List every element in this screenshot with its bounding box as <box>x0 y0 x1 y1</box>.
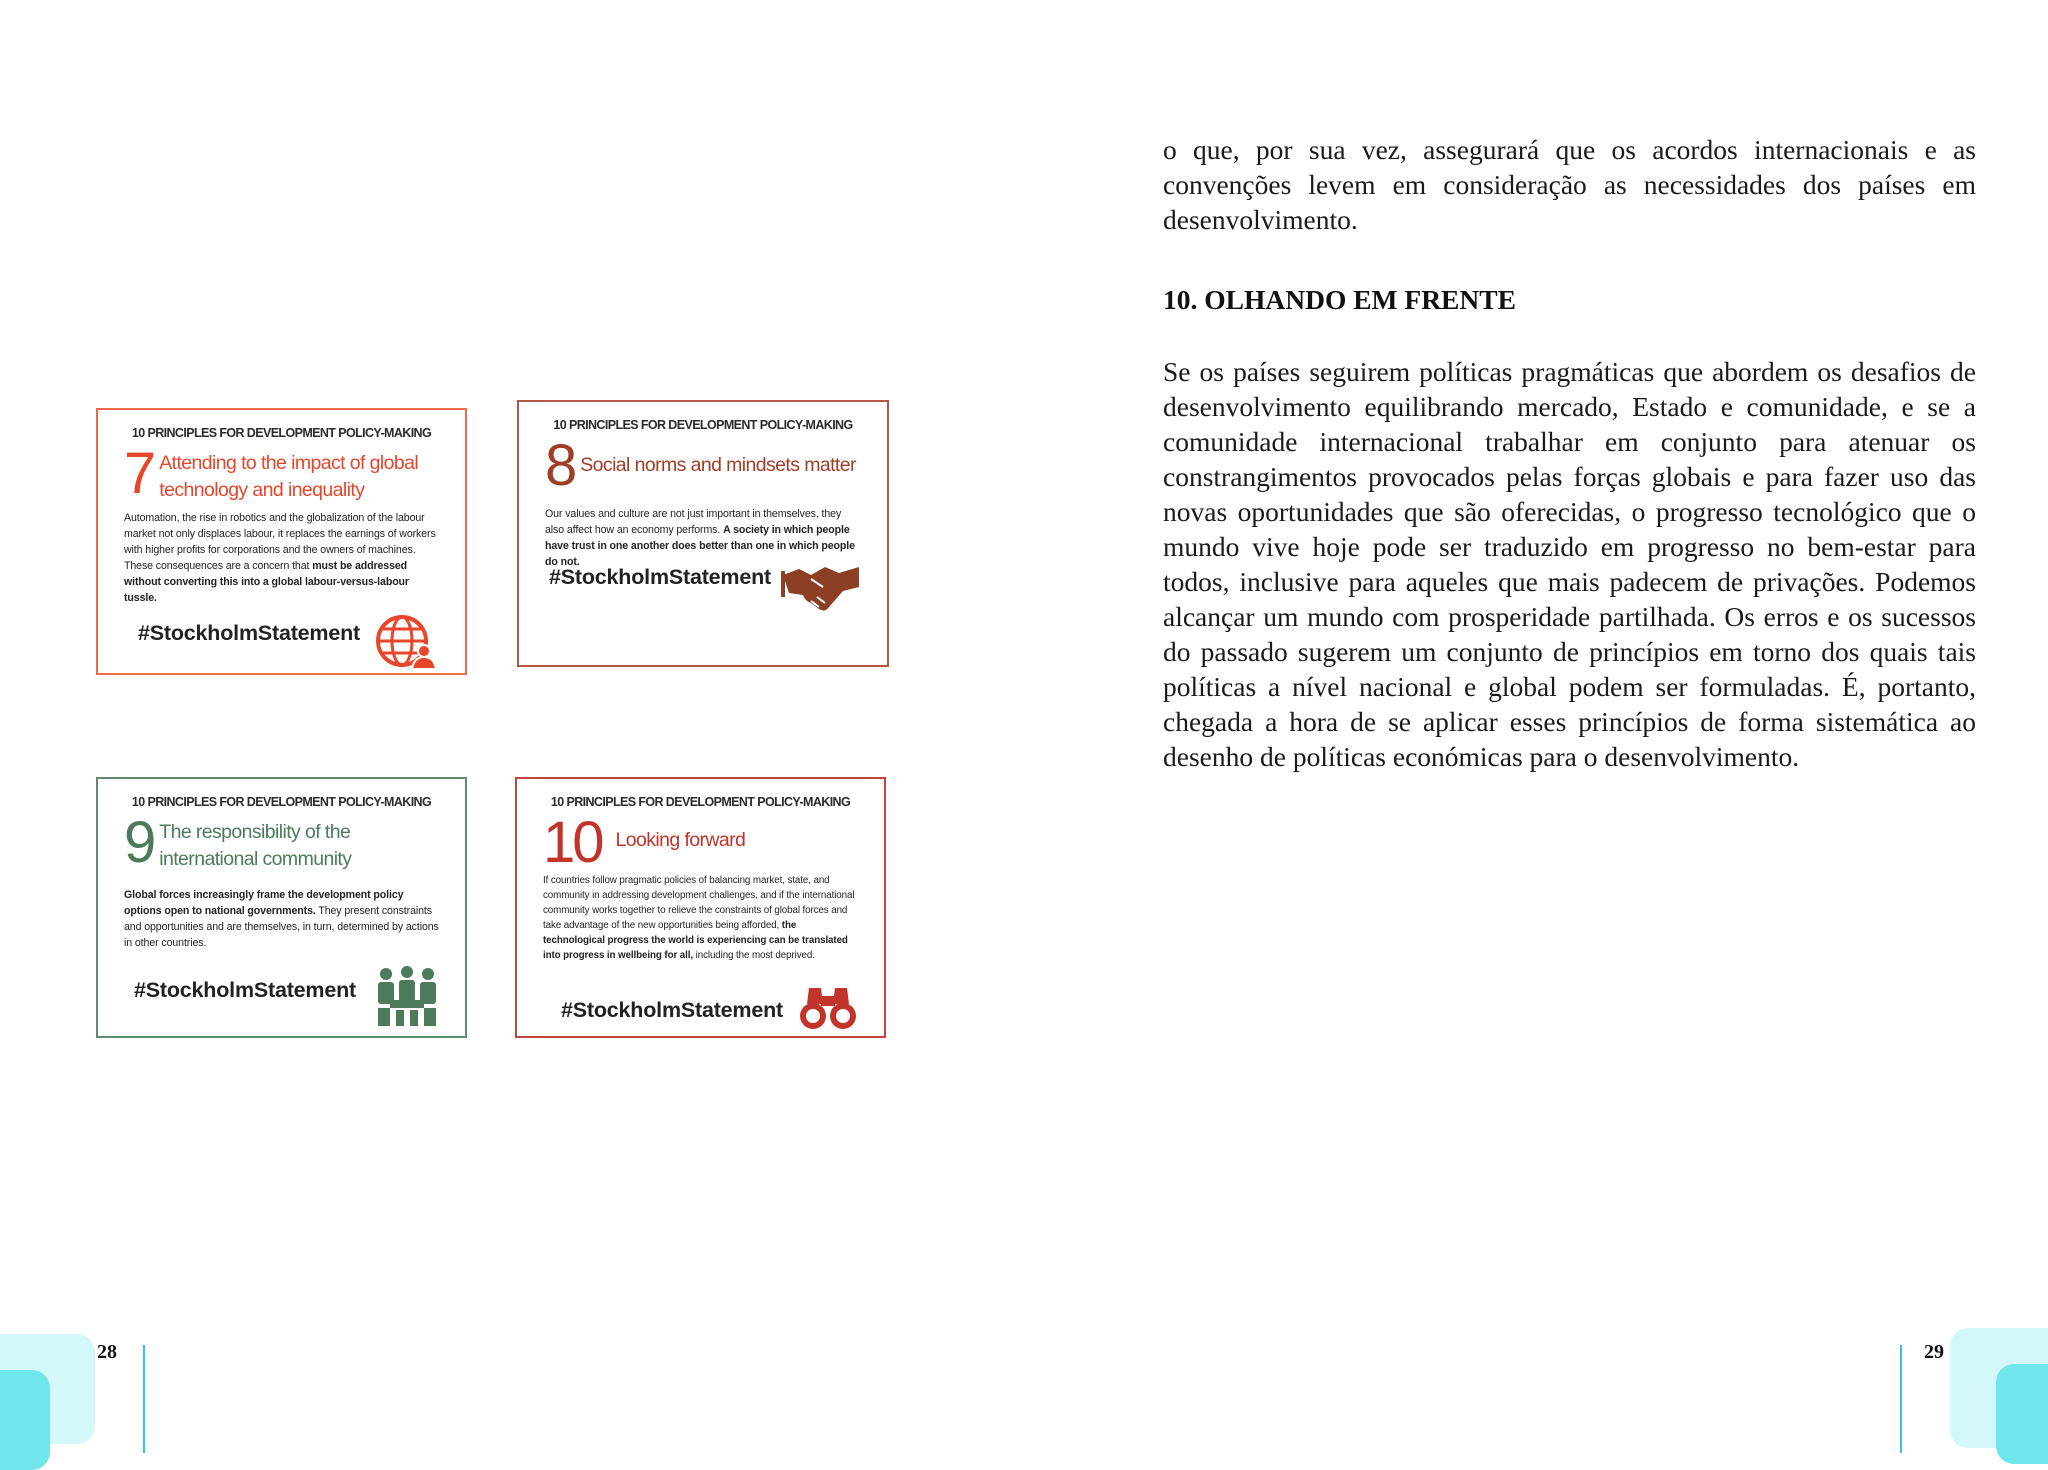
card-title <box>580 440 856 479</box>
card-title-line1: Attending to the impact of global <box>159 452 419 474</box>
card-number: 8 <box>545 433 575 498</box>
card-title-line1: Social norms and mindsets matter <box>580 454 856 476</box>
card-footer <box>519 565 887 659</box>
page-number-left: 28 <box>97 1341 117 1363</box>
card-title-line1: Looking forward <box>615 829 746 851</box>
card-body-text-end: including the most deprived. <box>693 950 815 961</box>
card-body <box>124 510 439 606</box>
card-title-line1: The responsibility of the <box>159 821 351 843</box>
left-page <box>0 0 1024 1453</box>
principle-card-8 <box>517 400 889 667</box>
hashtag: #StockholmStatement <box>549 565 772 589</box>
card-body-text: They present constraints and opportunities and are themselves, in turn, determined by actions in other countries. <box>124 905 439 949</box>
card-body-bold: must be addressed without converting this into a global labour-versus-labour tussle. <box>124 560 409 604</box>
section-heading: 10. OLHANDO EM FRENTE <box>1163 284 1516 315</box>
card-title-row <box>545 433 861 498</box>
card-footer <box>98 970 465 1036</box>
corner-decoration-strong <box>0 1370 50 1470</box>
card-number: 9 <box>124 810 154 875</box>
principle-card-10 <box>515 777 886 1038</box>
card-title-line2: technology and inequality <box>159 479 365 501</box>
card-header: 10 PRINCIPLES FOR DEVELOPMENT POLICY-MAKING <box>131 426 432 440</box>
card-number: 7 <box>124 441 154 506</box>
corner-decoration-strong <box>1996 1364 2048 1464</box>
card-body-bold: A society in which people have trust in one another does better than one in which people do not. <box>545 524 855 568</box>
card-header: 10 PRINCIPLES FOR DEVELOPMENT POLICY-MAKING <box>550 795 851 809</box>
page-rule-right <box>1900 1345 1902 1453</box>
card-body-text: Automation, the rise in robotics and the globalization of the labour market not only displaces labour, it replaces the earnings of workers with higher profits for corporations and the owners of machines. These consequences are a concern that <box>124 512 436 572</box>
card-header: 10 PRINCIPLES FOR DEVELOPMENT POLICY-MAKING <box>553 418 853 432</box>
group-meeting-icon <box>374 966 440 1026</box>
body-paragraph: Se os países seguirem políticas pragmáticas que abordem os desafios de desenvolvimento equilibrando mercado, Estado e comunidade, e se a comunidade internacional trabalhar em conjunto para atenuar os constrangimentos provocados pelas forças globais e para fazer uso das novas oportunidades que são oferecidas, o progresso tecnológico que o mundo vive hoje pode ser traduzido em progresso no bem-estar para todos, inclusive para aqueles que mais padecem de privações. Podemos alcançar um mundo com prosperidade partilhada. Os erros e os sucessos do passado sugerem um conjunto de princípios em torno dos quais tais políticas a nível nacional e global podem ser formuladas. É, portanto, chegada a hora de se aplicar esses princípios de forma sistemática ao desenho de políticas económicas para o desenvolvimento. <box>1163 356 1976 772</box>
handshake-icon <box>781 557 861 617</box>
hashtag: #StockholmStatement <box>561 998 784 1022</box>
hashtag: #StockholmStatement <box>134 978 357 1002</box>
card-body <box>543 873 858 963</box>
binoculars-icon <box>797 984 859 1032</box>
card-title-row <box>543 810 858 875</box>
principle-card-7 <box>96 408 467 675</box>
intro-paragraph: o que, por sua vez, assegurará que os acordos internacionais e as convenções levem em consideração as necessidades dos países em desenvolvimento. <box>1163 134 1976 235</box>
card-body-text: If countries follow pragmatic policies of balancing market, state, and community in addressing development challenges, and if the international community works together to relieve the constraints of global forces and take advantage of the new opportunities being afforded, <box>543 875 855 931</box>
principle-card-9 <box>96 777 467 1038</box>
hashtag: #StockholmStatement <box>138 621 361 645</box>
card-number: 10 <box>543 810 602 875</box>
card-body-bold: the technological progress the world is experiencing can be translated into progress in wellbeing for all, <box>543 920 848 961</box>
card-title-line2: international community <box>159 848 352 870</box>
card-title-row <box>124 441 439 506</box>
card-footer <box>98 607 465 673</box>
card-title <box>159 448 418 504</box>
card-body <box>124 887 439 951</box>
card-header: 10 PRINCIPLES FOR DEVELOPMENT POLICY-MAKING <box>131 795 432 809</box>
card-title-row <box>124 810 439 875</box>
globe-person-icon <box>374 613 438 669</box>
page-number-right: 29 <box>1924 1341 1944 1363</box>
card-footer <box>517 996 884 1036</box>
card-title <box>608 817 746 854</box>
right-page <box>1024 0 2048 1453</box>
card-body-text: Our values and culture are not just important in themselves, they also affect how an economy performs. <box>545 508 842 536</box>
page-rule-left <box>143 1345 145 1453</box>
card-body-bold: Global forces increasingly frame the development policy options open to national governments. <box>124 889 404 917</box>
card-title <box>159 817 351 873</box>
